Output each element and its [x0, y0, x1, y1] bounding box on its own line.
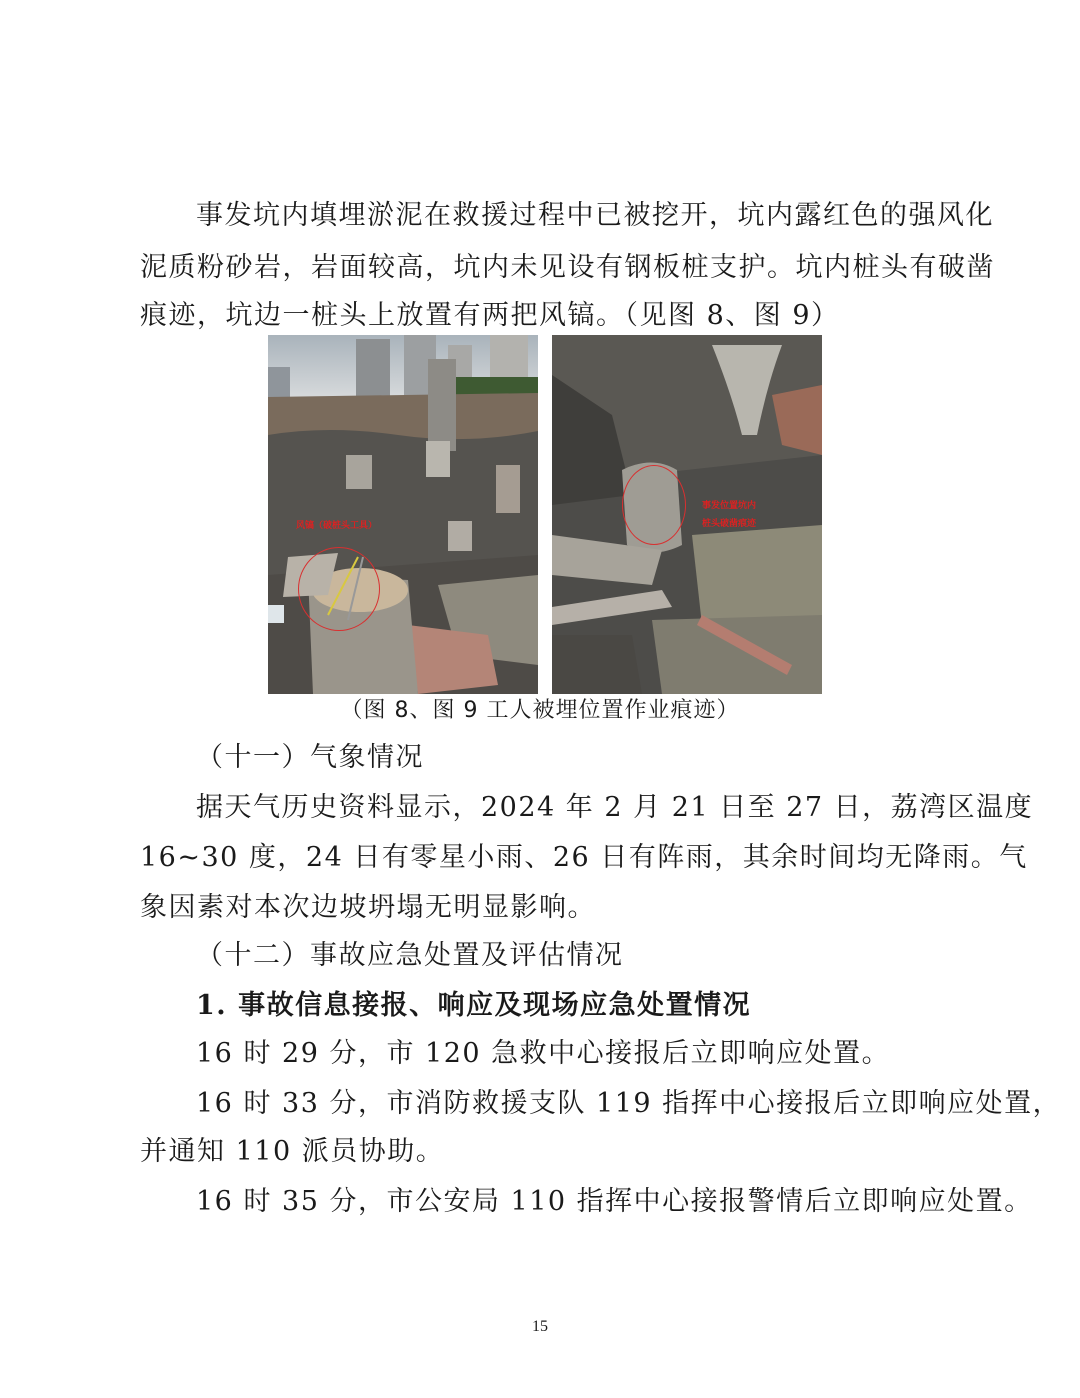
paragraph-line: 痕迹，坑边一桩头上放置有两把风镐。（见图 8、图 9）	[140, 300, 840, 331]
figure-9-photo	[552, 335, 822, 694]
paragraph-line: 16 时 35 分，市公安局 110 指挥中心接报警情后立即响应处置。	[196, 1186, 1033, 1217]
paragraph-line: 泥质粉砂岩，岩面较高，坑内未见设有钢板桩支护。坑内桩头有破凿	[140, 252, 995, 283]
subsection-heading: 1. 事故信息接报、响应及现场应急处置情况	[196, 990, 752, 1021]
photo-annotation-line1: 事发位置坑内	[702, 501, 757, 511]
excavation-pit-photo-icon	[552, 335, 822, 694]
annotation-circle	[298, 547, 380, 631]
annotation-circle	[622, 465, 686, 545]
paragraph-line: 16 时 29 分，市 120 急救中心接报后立即响应处置。	[196, 1038, 891, 1069]
photo-annotation-line2: 桩头破凿痕迹	[702, 519, 757, 529]
paragraph-line: 事发坑内填埋淤泥在救援过程中已被挖开，坑内露红色的强风化	[196, 200, 994, 231]
photo-annotation-pneumatic-pick: 风镐（破桩头工具）	[296, 521, 378, 531]
construction-site-photo-icon	[268, 335, 538, 694]
figure-caption: （图 8、图 9 工人被埋位置作业痕迹）	[340, 698, 740, 723]
paragraph-line: 并通知 110 派员协助。	[140, 1136, 445, 1167]
paragraph-line: 16~30 度，24 日有零星小雨、26 日有阵雨，其余时间均无降雨。气	[140, 842, 1028, 873]
figure-8-photo	[268, 335, 538, 694]
paragraph-line: 16 时 33 分，市消防救援支队 119 指挥中心接报后立即响应处置，	[196, 1088, 1062, 1119]
section-heading-weather: （十一）气象情况	[196, 742, 424, 773]
paragraph-line: 据天气历史资料显示，2024 年 2 月 21 日至 27 日，荔湾区温度	[196, 792, 1034, 823]
paragraph-line: 象因素对本次边坡坍塌无明显影响。	[140, 892, 596, 923]
page-number: 15	[532, 1318, 548, 1335]
section-heading-emergency: （十二）事故应急处置及评估情况	[196, 940, 624, 971]
